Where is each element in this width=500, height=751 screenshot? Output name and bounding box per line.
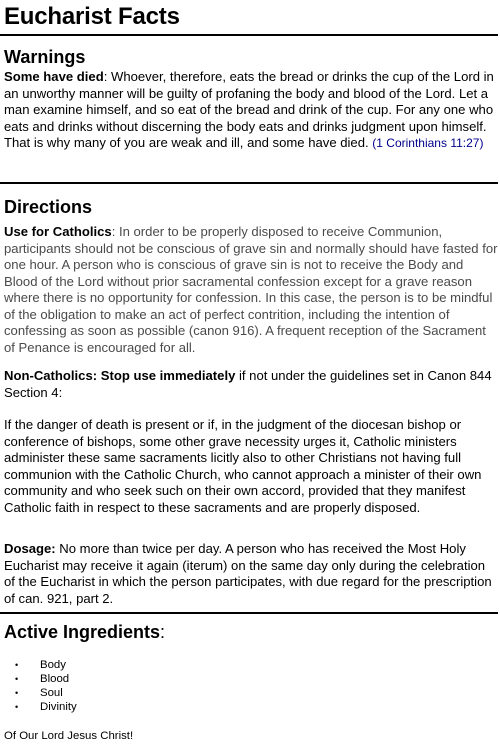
warnings-text: : Whoever, therefore, eats the bread or drinks the cup of the Lord in an unworthy manner will be guilty of profaning the body and blood of the Lord. Let a man examine himself, and so eat of the bread and drink of the cup. For any one who eats and drinks without discerning the body eats and drinks judgment upon himself. That is why many of you are weak and ill, and some have died. xyxy=(4,69,494,150)
title-rule xyxy=(0,34,498,36)
bullet-icon: • xyxy=(15,660,19,670)
dosage-label: Dosage: xyxy=(4,541,56,556)
noncatholics-text: if not under the guidelines set in Canon 844 Section 4: xyxy=(4,368,492,400)
ingredient-label: Soul xyxy=(40,687,63,699)
warnings-heading: Warnings xyxy=(4,47,86,67)
ingredients-heading xyxy=(4,621,165,643)
noncatholics-label: Non-Catholics: Stop use immediately xyxy=(4,368,236,383)
ingredients-list xyxy=(0,658,77,714)
ingredients-heading-colon: : xyxy=(160,622,166,642)
ingredient-label: Body xyxy=(40,659,66,671)
canon-paragraph: If the danger of death is present or if, in the judgment of the diocesan bishop or conference of bishops, some other grave necessity urges it, Catholic ministers administer these same sacraments licitly also to other Christians not having full communion with the Catholic Church, who cannot approach a minister of their own community and who seek such on their own accord, provided that they manifest Catholic faith in respect to these sacraments and are properly disposed. xyxy=(4,417,482,515)
bullet-icon: • xyxy=(15,674,19,684)
warnings-paragraph xyxy=(4,69,498,152)
warnings-label: Some have died xyxy=(4,69,104,84)
ingredients-heading-text: Active Ingredients xyxy=(4,622,161,642)
catholics-label: Use for Catholics xyxy=(4,224,112,239)
dosage-paragraph xyxy=(4,541,498,607)
directions-rule xyxy=(0,612,498,614)
bullet-icon: • xyxy=(15,688,19,698)
warnings-rule xyxy=(0,182,498,184)
list-item xyxy=(0,700,77,714)
noncatholics-paragraph xyxy=(4,368,498,401)
ingredient-label: Blood xyxy=(40,673,70,685)
bible-reference: (1 Corinthians 11:27) xyxy=(372,136,484,150)
list-item xyxy=(0,686,77,700)
directions-heading: Directions xyxy=(4,197,93,217)
catholics-text: : In order to be properly disposed to receive Communion, participants should not be conscious of grave sin and normally should have fasted for one hour. A person who is conscious of grave sin is not to receive the Body and Blood of the Lord without prior sacramental confession except for a grave reason where there is no opportunity for confession. In this case, the person is to be mindful of the obligation to make an act of perfect contrition, including the intention of confessing as soon as possible (canon 916). A frequent reception of the Sacrament of Penance is encouraged for all. xyxy=(4,224,498,355)
list-item xyxy=(0,672,77,686)
dosage-text: No more than twice per day. A person who has received the Most Holy Eucharist may receive it again (iterum) on the same day only during the celebration of the Eucharist in which the person participates, with due regard for the prescription of can. 921, part 2. xyxy=(4,541,492,606)
catholics-paragraph xyxy=(4,224,498,356)
list-item xyxy=(0,658,77,672)
page-title: Eucharist Facts xyxy=(4,3,180,30)
footer-text: Of Our Lord Jesus Christ! xyxy=(4,730,134,742)
bullet-icon: • xyxy=(15,702,19,712)
ingredient-label: Divinity xyxy=(40,701,77,713)
